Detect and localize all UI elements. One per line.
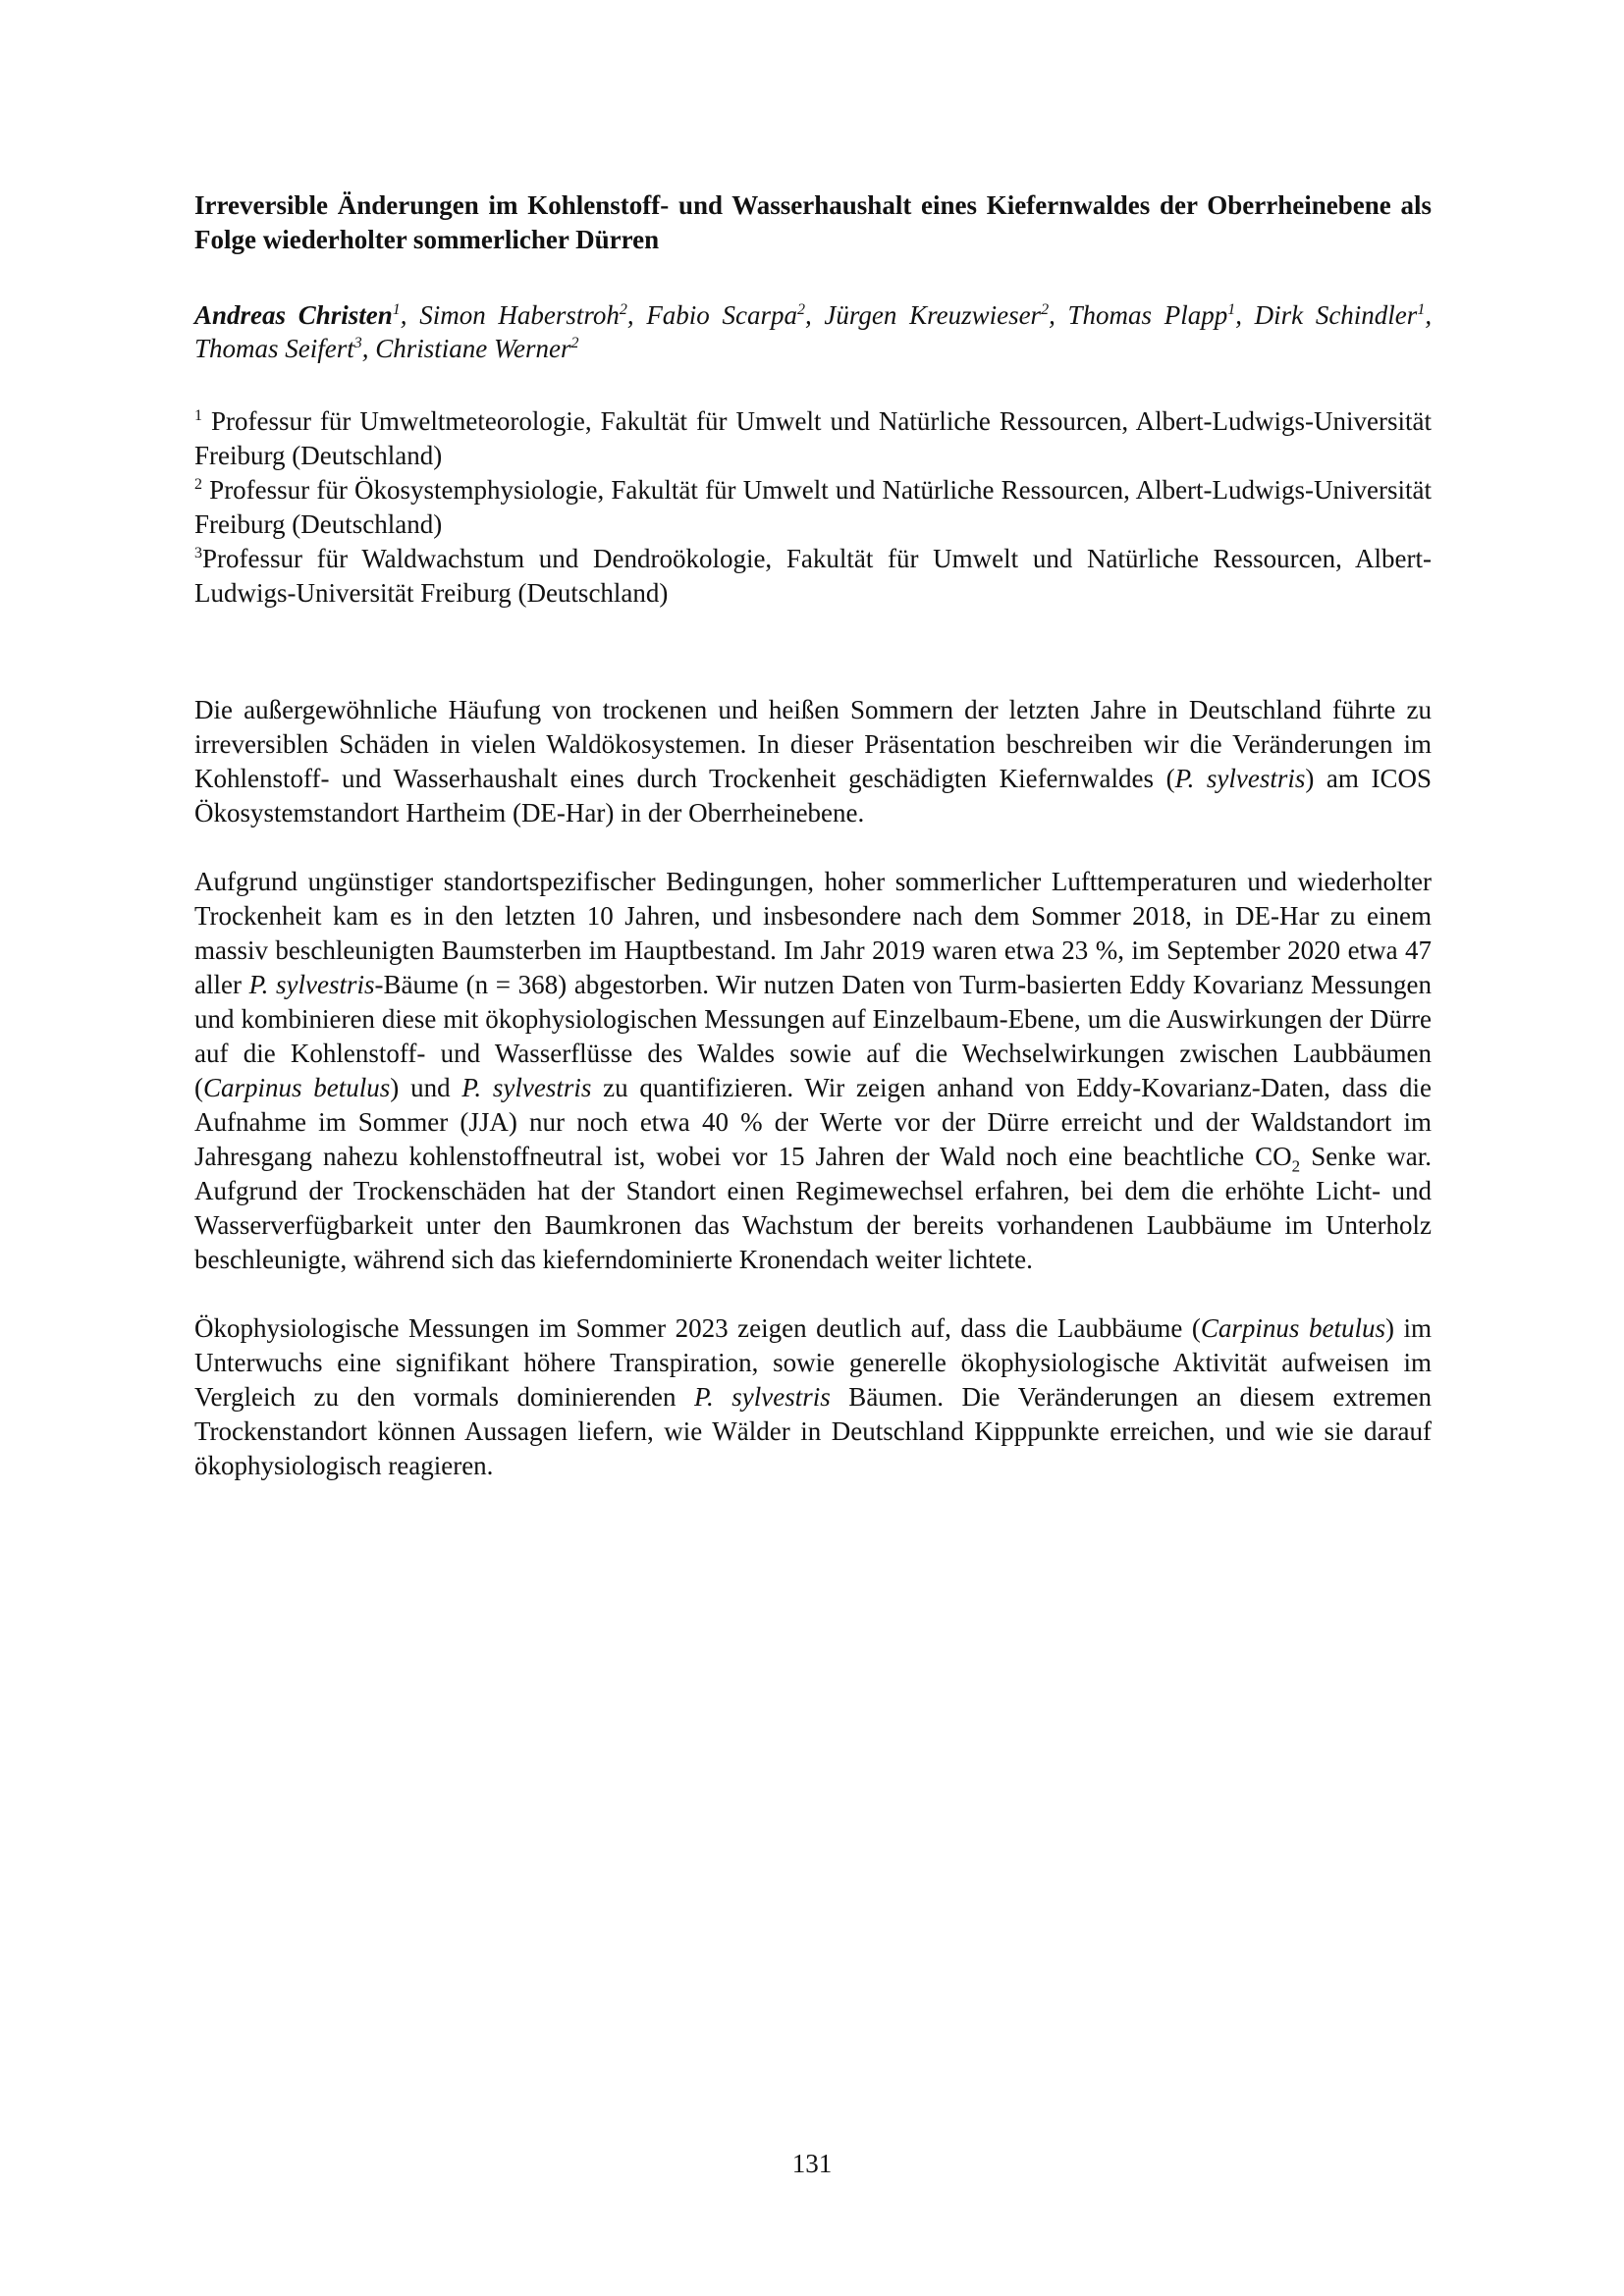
author-affiliation-mark: 1 [1417,301,1426,318]
author-separator: , [1425,300,1433,330]
author-name: Fabio Scarpa [646,300,797,330]
author-name: Thomas Seifert [194,334,354,363]
text-run: Die außergewöhnliche Häufung von trockenen und heißen Sommern der letzten Jahre in Deutschland führte zu irreversiblen Schäden in vielen Waldökosystemen. In dieser Präsentation beschreiben wir die Veränderungen im Kohlenstoff- und Wasserhaushalt eines durch Trockenheit geschädigten Kiefernwaldes ( [194,695,1432,793]
text-run: ) im Unterwuchs eine signifikant höhere Transpiration, sowie generelle ökophysiologische Aktivität aufweisen im Vergleich zu den vormals dominierenden [194,1313,1432,1412]
author-affiliation-mark: 3 [353,335,362,351]
text-run: Senke war. Aufgrund der Trockenschäden hat der Standort einen Regimewechsel erfahren, bei dem die erhöhte Licht- und Wasserverfügbarkeit unter den Baumkronen das Wachstum der bereits vorhandenen Laubbäume im Unterholz beschleunigte, während sich das kieferndominierte Kronendach weiter lichtete. [194,1142,1432,1274]
author-affiliation-mark: 1 [392,301,401,318]
author-separator: , [804,300,825,330]
author-affiliation-mark: 2 [570,335,579,351]
author-separator: , [626,300,647,330]
subscript: 2 [1291,1156,1301,1176]
author-affiliation-mark: 2 [619,301,627,318]
author-name: Christiane Werner [375,334,571,363]
author-name: Andreas Christen [194,300,393,330]
author-affiliation-mark: 2 [796,301,805,318]
paper-content [194,188,1432,1483]
species-name: Carpinus betulus [1200,1313,1385,1343]
text-run: Ökophysiologische Messungen im Sommer 2023 zeigen deutlich auf, dass die Laubbäume ( [194,1313,1201,1343]
author-name: Dirk Schindler [1254,300,1418,330]
author-affiliation-mark: 2 [1041,301,1050,318]
affiliation-1 [194,404,1432,473]
abstract-paragraph-1 [194,693,1432,830]
author-name: Jürgen Kreuzwieser [824,300,1042,330]
author-name: Thomas Plapp [1067,300,1228,330]
author-name: Simon Haberstroh [419,300,620,330]
affiliation-number: 3 [194,545,202,561]
abstract-body [194,693,1432,1483]
abstract-paragraph-2 [194,865,1432,1277]
text-run: ) und [390,1073,462,1102]
text-run: zu quantifizieren. Wir zeigen anhand von Eddy-Kovarianz-Daten, dass die Aufnahme im Sommer (JJA) nur noch etwa 40 % der Werte vor der Dürre erreicht und der Waldstandort im Jahresgang nahezu kohlenstoffneutral ist, wobei vor 15 Jahren der Wald noch eine beachtliche CO [194,1073,1432,1171]
species-name: P. sylvestris [461,1073,592,1102]
affiliation-2 [194,473,1432,542]
text-run: Aufgrund ungünstiger standortspezifischer Bedingungen, hoher sommerlicher Lufttemperaturen und wiederholter Trockenheit kam es in den letzten 10 Jahren, und insbesondere nach dem Sommer 2018, in DE-Har zu einem massiv beschleunigten Baumsterben im Hauptbestand. Im Jahr 2019 waren etwa 23 %, im September 2020 etwa 47 aller [194,867,1432,999]
abstract-paragraph-3 [194,1311,1432,1483]
species-name: P. sylvestris [248,970,375,999]
text-run: Bäumen. Die Veränderungen an diesem extremen Trockenstandort können Aussagen liefern, wie Wälder in Deutschland Kipppunkte erreichen, und wie sie darauf ökophysiologisch reagieren. [194,1382,1432,1480]
affiliation-text: Professur für Umweltmeteorologie, Fakultät für Umwelt und Natürliche Ressourcen, Albert-Ludwigs-Universität Freiburg (Deutschland) [194,406,1432,470]
species-name: Carpinus betulus [203,1073,391,1102]
affiliation-number: 1 [194,407,202,424]
affiliation-number: 2 [194,476,202,493]
author-separator: , [361,334,376,363]
author-affiliation-mark: 1 [1227,301,1236,318]
affiliation-text: Professur für Ökosystemphysiologie, Fakultät für Umwelt und Natürliche Ressourcen, Albert-Ludwigs-Universität Freiburg (Deutschland) [194,475,1432,539]
affiliation-text: Professur für Waldwachstum und Dendroökologie, Fakultät für Umwelt und Natürliche Ressourcen, Albert-Ludwigs-Universität Freiburg (Deutschland) [194,544,1432,608]
page-number: 131 [791,2149,833,2178]
affiliations [194,404,1432,611]
author-separator: , [400,300,420,330]
author-list [194,298,1432,365]
text-run: ) am ICOS Ökosystemstandort Hartheim (DE-Har) in der Oberrheinebene. [194,764,1432,828]
species-name: P. sylvestris [1174,764,1306,793]
text-run: -Bäume (n = 368) abgestorben. Wir nutzen Daten von Turm-basierten Eddy Kovarianz Messungen und kombinieren diese mit ökophysiologischen Messungen auf Einzelbaum-Ebene, um die Auswirkungen der Dürre auf die Kohlenstoff- und Wasserflüsse des Waldes sowie auf die Wechselwirkungen zwischen Laubbäumen ( [194,970,1432,1102]
author-separator: , [1049,300,1068,330]
author-separator: , [1235,300,1255,330]
paper-title: Irreversible Änderungen im Kohlenstoff- und Wasserhaushalt eines Kiefernwaldes der Oberrheinebene als Folge wiederholter sommerlicher Dürren [194,190,1432,254]
species-name: P. sylvestris [694,1382,831,1412]
affiliation-3 [194,542,1432,611]
